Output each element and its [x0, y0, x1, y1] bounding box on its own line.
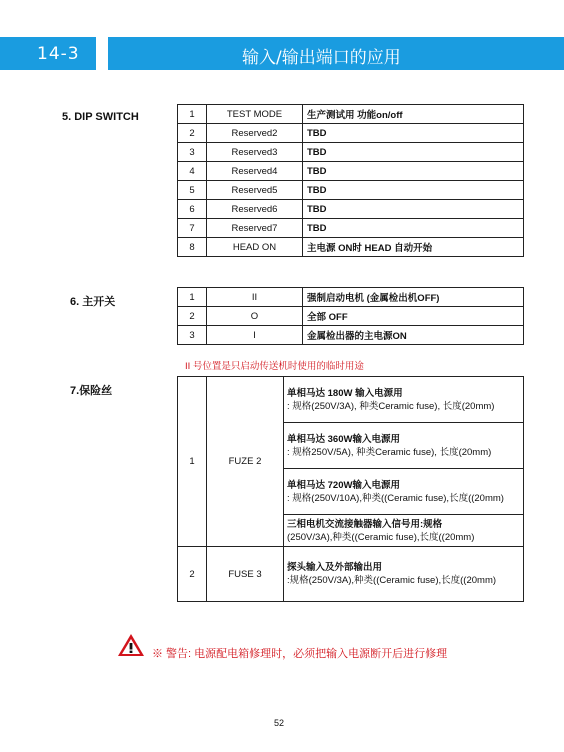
switch-description: 主电源 ON时 HEAD 自动开始 [303, 238, 524, 257]
switch-name: Reserved2 [207, 124, 303, 143]
dip-switch-label: 5. DIP SWITCH [62, 111, 139, 123]
spec-body: : 规格(250V/10A),种类((Ceramic fuse),长度((20mm) [287, 492, 504, 504]
section-number: 14-3 [37, 44, 80, 64]
table-row [178, 288, 524, 307]
page-number: 52 [274, 718, 285, 728]
row-number: 1 [178, 377, 207, 547]
switch-description: 强制启动电机 (金属检出机OFF) [303, 288, 524, 307]
spec-body: : 规格(250V/3A), 种类Ceramic fuse), 长度(20mm) [287, 400, 495, 412]
row-number: 2 [178, 547, 207, 602]
table-row [178, 307, 524, 326]
row-number: 7 [178, 219, 207, 238]
fuse-table [177, 376, 524, 602]
switch-description: 生产测试用 功能on/off [303, 105, 524, 124]
table-row [178, 326, 524, 345]
switch-description: 全部 OFF [303, 307, 524, 326]
switch-name: HEAD ON [207, 238, 303, 257]
fuse-name: FUSE 3 [207, 547, 284, 602]
fuse-label: 7.保险丝 [70, 385, 113, 397]
spec-body: (250V/3A),种类((Ceramic fuse),长度((20mm) [287, 531, 475, 543]
switch-name: Reserved3 [207, 143, 303, 162]
fuse-spec [284, 547, 524, 602]
fuse-name: FUZE 2 [207, 377, 284, 547]
table-row [178, 162, 524, 181]
fuse-spec [284, 377, 524, 423]
spec-body: : 规格250V/5A), 种类Ceramic fuse), 长度(20mm) [287, 446, 492, 458]
switch-description: TBD [303, 219, 524, 238]
spec-title: 单相马达 720W输入电源用 [287, 479, 400, 491]
switch-description: 金属检出器的主电源ON [303, 326, 524, 345]
switch-description: TBD [303, 200, 524, 219]
dip-switch-table [177, 104, 524, 257]
warning-triangle-icon [117, 633, 145, 657]
fuse-spec [284, 423, 524, 469]
switch-name: Reserved6 [207, 200, 303, 219]
row-number: 8 [178, 238, 207, 257]
table-row [178, 547, 524, 602]
table-row [178, 143, 524, 162]
row-number: 3 [178, 326, 207, 345]
switch-name: TEST MODE [207, 105, 303, 124]
row-number: 4 [178, 162, 207, 181]
main-switch-label: 6. 主开关 [70, 296, 116, 308]
row-number: 5 [178, 181, 207, 200]
row-number: 2 [178, 124, 207, 143]
table-row [178, 181, 524, 200]
table-row [178, 200, 524, 219]
switch-description: TBD [303, 124, 524, 143]
switch-description: TBD [303, 181, 524, 200]
spec-title: 探头输入及外部输出用 [287, 562, 383, 573]
row-number: 1 [178, 288, 207, 307]
page-title: 输入/输出端口的应用 [242, 48, 401, 68]
main-switch-note: II 号位置是只启动传送机时使用的临时用途 [185, 361, 364, 372]
table-row [178, 124, 524, 143]
switch-name: Reserved7 [207, 219, 303, 238]
switch-name: Reserved4 [207, 162, 303, 181]
main-switch-table [177, 287, 524, 345]
table-row [178, 238, 524, 257]
switch-name: Reserved5 [207, 181, 303, 200]
fuse-spec [284, 515, 524, 547]
switch-symbol: I [207, 326, 303, 345]
warning-text: ※ 警告: 电源配电箱修理时，必须把输入电源断开后进行修理 [152, 648, 448, 660]
table-row [178, 377, 524, 423]
row-number: 6 [178, 200, 207, 219]
spec-title: 三相电机交流接触器输入信号用:规格 [287, 518, 443, 530]
row-number: 1 [178, 105, 207, 124]
table-row [178, 219, 524, 238]
spec-title: 单相马达 180W 输入电源用 [287, 387, 403, 399]
switch-description: TBD [303, 143, 524, 162]
row-number: 2 [178, 307, 207, 326]
spec-title: 单相马达 360W输入电源用 [287, 433, 400, 445]
switch-symbol: II [207, 288, 303, 307]
row-number: 3 [178, 143, 207, 162]
switch-description: TBD [303, 162, 524, 181]
table-row [178, 105, 524, 124]
fuse-spec [284, 469, 524, 515]
spec-body: :规格(250V/3A),种类((Ceramic fuse),长度((20mm) [287, 575, 497, 586]
switch-symbol: O [207, 307, 303, 326]
